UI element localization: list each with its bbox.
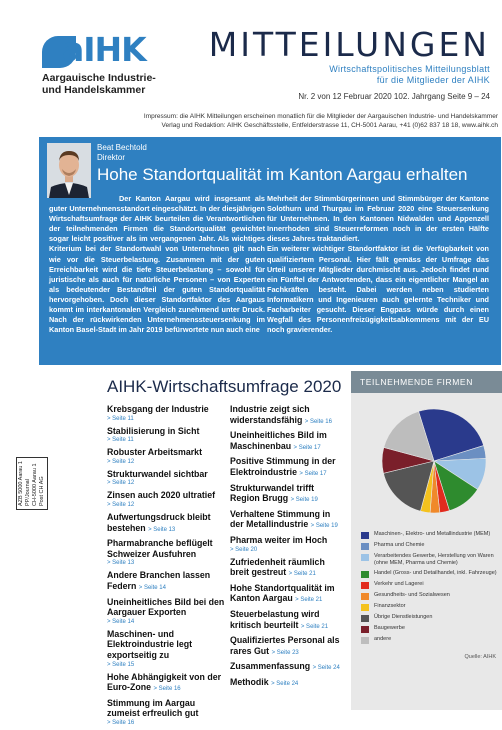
toc-item-title: Zinsen auch 2020 ultratief: [107, 490, 216, 501]
toc-item-title: Uneinheitliches Bild bei den Aargauer Exporten: [107, 596, 225, 618]
address-stamp: [16, 457, 48, 510]
toc-item-page: > Seite 20: [230, 546, 258, 553]
toc-item-title: Andere Branchen lassen Federn > Seite 14: [107, 570, 211, 591]
impressum-line2: Verlag und Redaktion: AIHK Geschäftsstelle, Entfelderstrasse 11, CH-5001 Aarau, +41 (0)62 837 18 18, www.aihk.ch: [161, 122, 498, 129]
toc-item[interactable]: [107, 570, 225, 593]
editorial-headline: Hohe Standortqualität im Kanton Aargau erhalten: [97, 165, 468, 184]
toc-item[interactable]: [107, 597, 225, 626]
legend-swatch: [361, 543, 369, 550]
toc-item-page: > Seite 14: [107, 618, 135, 625]
toc-item-title: Steuerbelastung wird kritisch beurteilt > Seite 21: [230, 608, 329, 630]
toc-item-title: Zusammenfassung > Seite 24: [230, 661, 340, 672]
logo-text: aIHK: [62, 30, 146, 69]
toc-item-page: > Seite 19: [290, 497, 318, 504]
toc-item-page: > Seite 17: [299, 470, 327, 477]
legend-label: Übrige Dienstleistungen: [374, 614, 433, 620]
org-name-line2: und Handelskammer: [42, 84, 146, 96]
toc-item-page: > Seite 19: [310, 523, 338, 530]
toc-item-title: Positive Stimmung in der Elektroindustrie > Seite 17: [230, 456, 336, 477]
legend-item: [361, 570, 497, 578]
panel-title: TEILNEHMENDE FIRMEN: [351, 371, 502, 393]
toc-item-page: > Seite 17: [293, 444, 321, 451]
toc-item-page: > Seite 21: [288, 571, 316, 578]
legend-item: [361, 592, 497, 600]
toc-item-page: > Seite 13: [107, 560, 135, 567]
toc-item-title: Krebsgang der Industrie: [107, 404, 209, 414]
publication-title: MITTEILUNGEN: [208, 25, 490, 64]
legend-item: [361, 636, 497, 644]
toc-item-title: Stimmung im Aargau zumeist erfreulich gut: [107, 697, 199, 719]
toc-item[interactable]: [107, 629, 225, 669]
issue-info: Nr. 2 von 12 Februar 2020 102. Jahrgang Seite 9 – 24: [298, 92, 490, 101]
editorial-box: [39, 137, 501, 365]
legend-item: [361, 542, 497, 550]
toc-item-title: Maschinen- und Elektroindustrie legt exportseitig zu: [107, 628, 193, 660]
toc-item-title: Industrie zeigt sich widerstandsfähig > Seite 16: [230, 404, 332, 425]
toc-item-page: > Seite 16: [153, 686, 181, 693]
participants-panel: [351, 371, 502, 710]
toc-item[interactable]: [230, 635, 346, 658]
toc-item-page: > Seite 24: [271, 680, 299, 687]
toc-item-title: Stabilisierung in Sicht: [107, 425, 200, 436]
toc-item-page: > Seite 16: [304, 418, 332, 425]
toc-item-page: > Seite 21: [300, 623, 329, 630]
author-byline: [97, 143, 147, 163]
aihk-logo: [42, 30, 162, 96]
toc-item[interactable]: [107, 469, 225, 488]
toc-item[interactable]: [230, 677, 346, 690]
legend-swatch: [361, 571, 369, 578]
legend-label: andere: [374, 636, 392, 642]
legend-swatch: [361, 582, 369, 589]
toc-item[interactable]: [230, 609, 346, 632]
toc-item-page: > Seite 14: [138, 584, 166, 591]
participants-pie-chart: [379, 406, 489, 516]
toc-item-title: Methodik > Seite 24: [230, 676, 299, 687]
toc-item[interactable]: [107, 538, 225, 567]
toc-item[interactable]: [230, 535, 346, 554]
toc-item[interactable]: [230, 430, 346, 453]
publication-subtitle1: Wirtschaftspolitisches Mitteilungsblatt: [329, 64, 490, 74]
legend-item: [361, 581, 497, 589]
pie-legend: [361, 531, 497, 647]
toc-item-page: > Seite 16: [107, 719, 135, 726]
legend-swatch: [361, 637, 369, 644]
toc-item[interactable]: [107, 490, 225, 509]
toc-item-title: Pharmabranche beflügelt Schweizer Ausfuhren: [107, 538, 213, 559]
toc-item-title: Aufwertungsdruck bleibt bestehen > Seite 13: [107, 511, 211, 533]
toc-item[interactable]: [230, 456, 346, 479]
author-name: Beat Bechtold: [97, 143, 147, 152]
toc-item-page: > Seite 12: [107, 501, 135, 508]
toc-item-page: > Seite 23: [271, 649, 299, 656]
toc-item-page: > Seite 12: [107, 480, 135, 487]
toc-item[interactable]: [107, 404, 225, 423]
address-line1: AZB 5000 Aarau 1: [18, 461, 24, 506]
toc-item[interactable]: [107, 447, 225, 466]
toc-item[interactable]: [230, 557, 346, 580]
legend-label: Gesundheits- und Sozialwesen: [374, 592, 450, 598]
author-role: Direktor: [97, 153, 126, 162]
legend-label: Verkehr und Lagerei: [374, 581, 424, 587]
masthead: [188, 26, 490, 101]
toc-item[interactable]: [230, 483, 346, 506]
legend-item: [361, 553, 497, 567]
legend-swatch: [361, 615, 369, 622]
editorial-column-right: Mehrheit der Stimmbürgerinnen und Stimmbürger der Kantone Solothurn und Thurgau im Februar 2020 eine Steuersenkung für Unternehmen. In den Kantonen Nidwalden und Appenzell Innerrhoden sind Steuerreformen noch in der ersten Hälfte dieses Jahres traktandiert. Ein weiterer wichtiger Standortfaktor ist die Verfügbarkeit von qualifiziertem Personal. Hier fällt gemäss der Umfrage das Urteil unserer Mitglieder durchmischt aus. Jedoch findet rund ein Fünftel der Antwortenden, dass ein eigentlicher Mangel an Fachkräften besteht. Dabei werden neben studierten Informatikern und Ingenieuren auch gelernte Techniker und Facharbeiter gesucht. Dieser Engpass würde durch einen Wegfall des Personenfreizügigkeitsabkommens mit der EU noch gravierender.: [267, 194, 489, 335]
toc-item[interactable]: [107, 672, 225, 695]
toc-item[interactable]: [230, 509, 346, 532]
legend-item: [361, 603, 497, 611]
toc-item-page: > Seite 15: [107, 661, 135, 668]
toc-item-page: > Seite 13: [148, 526, 176, 533]
legend-item: [361, 614, 497, 622]
legend-swatch: [361, 532, 369, 539]
legend-item: [361, 625, 497, 633]
address-line3: CH-5000 Aarau 1: [32, 463, 38, 506]
toc-item-title: Zufriedenheit räumlich breit gestreut > Seite 21: [230, 556, 325, 578]
toc-item[interactable]: [107, 426, 225, 445]
legend-swatch: [361, 554, 369, 561]
toc-item-title: Verhaltene Stimmung in der Metallindustrie > Seite 19: [230, 508, 338, 530]
publication-subtitle2: für die Mitglieder der AIHK: [376, 75, 490, 85]
toc-item-page: > Seite 12: [107, 458, 135, 465]
toc-item-title: Robuster Arbeitsmarkt: [107, 447, 202, 458]
legend-label: Maschinen-, Elektro- und Metallindustrie (MEM): [374, 531, 491, 537]
legend-label: Pharma und Chemie: [374, 542, 425, 548]
legend-item: [361, 531, 497, 539]
toc-column-left: [107, 404, 225, 730]
toc-item-page: > Seite 11: [107, 415, 134, 422]
address-line2: PP/Journal: [25, 479, 31, 506]
legend-label: Verarbeitendes Gewerbe, Herstellung von Waren (ohne MEM, Pharma und Chemie): [374, 553, 494, 566]
toc-item-title: Uneinheitliches Bild im Maschinenbau > Seite 17: [230, 430, 327, 451]
toc-item[interactable]: [230, 661, 346, 674]
legend-swatch: [361, 593, 369, 600]
toc-item-title: Strukturwandel trifft Region Brugg > Seite 19: [230, 482, 318, 504]
editorial-column-left: Der Kanton Aargau wird insgesamt als guter Unternehmensstandort eingeschätzt. In der diesjährigen Wirtschaftsumfrage der AIHK beurteilen die Verantwortlichen der teilnehmenden Firmen die Standortqualität gewichtet sogar leicht positiver als im vergangenen Jahr. Als wichtiges Kriterium bei der Standortwahl von Unternehmen gilt nach wie vor die Steuerbelastung. Zusammen mit der guten Erreichbarkeit wird die tiefe Steuerbelastung – sowohl für juristische als auch für natürliche Personen – von Experten als bedeutender Bestandteil der guten Standortqualität hervorgehoben. Doch dieser Standortfaktor des Aargaus kommt im interkantonalen Vergleich zunehmend unter Druck. Nach der rückwirkenden Unternehmenssteuersenkung im Kanton Basel-Stadt im Jahr 2019 befürwortete nun auch eine: [49, 194, 265, 335]
toc-item-title: Pharma weiter im Hoch: [230, 534, 328, 545]
legend-swatch: [361, 626, 369, 633]
author-portrait: [47, 143, 91, 198]
legend-swatch: [361, 604, 369, 611]
address-line4: Post CH AG: [39, 476, 45, 506]
toc-title: AIHK-Wirtschaftsumfrage 2020: [107, 377, 342, 396]
toc-item[interactable]: [107, 512, 225, 535]
toc-item-page: > Seite 21: [295, 597, 323, 604]
toc-item-page: > Seite 11: [107, 437, 134, 444]
legend-label: Baugewerbe: [374, 625, 405, 631]
toc-item[interactable]: [230, 404, 346, 427]
toc-column-right: [230, 404, 346, 692]
toc-item-page: > Seite 24: [312, 665, 340, 672]
aihk-logo-mark: [42, 30, 150, 70]
org-name-line1: Aargauische Industrie-: [42, 72, 156, 84]
impressum: [14, 112, 498, 130]
toc-item[interactable]: [107, 698, 225, 727]
toc-item-title: Strukturwandel sichtbar: [107, 468, 208, 479]
legend-label: Finanzsektor: [374, 603, 406, 609]
toc-item-title: Qualifiziertes Personal als rares Gut > Seite 23: [230, 635, 340, 656]
impressum-line1: Impressum: die AIHK Mitteilungen erscheinen monatlich für die Mitglieder der Aargauischen Industrie- und Handelskammer: [143, 113, 498, 120]
legend-label: Handel (Gross- und Detailhandel, inkl. Fahrzeuge): [374, 570, 497, 576]
chart-source: Quelle: AIHK: [464, 654, 496, 660]
toc-item[interactable]: [230, 583, 346, 606]
toc-item-title: Hohe Abhängigkeit von der Euro-Zone > Seite 16: [107, 671, 222, 693]
toc-item-title: Hohe Standortqualität im Kanton Aargau > Seite 21: [230, 582, 335, 604]
